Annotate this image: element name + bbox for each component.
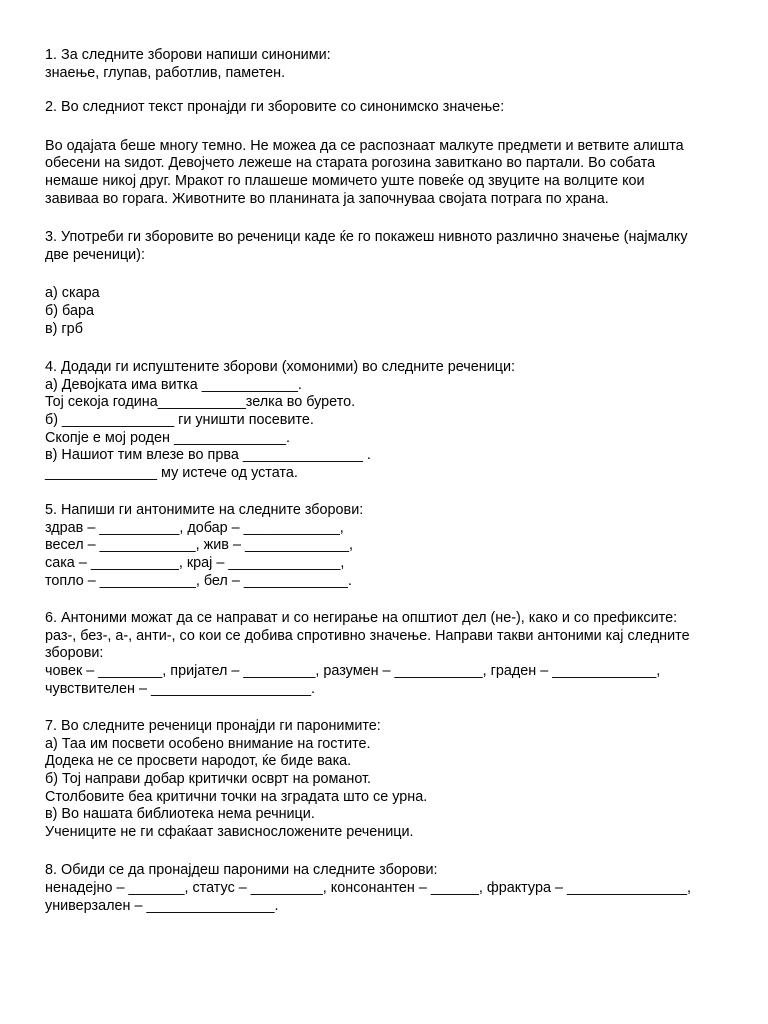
exercise-line: раз-, без-, а-, анти-, со кои се добива спротивно значење. Направи такви антоними кај следните	[45, 627, 690, 644]
exercise-1-title: 1. За следните зборови напиши синоними:	[45, 47, 331, 63]
exercise-line: Тој секоја година___________зелка во бурето.	[45, 394, 356, 411]
exercise-line: сака – ___________, крај – ______________,	[45, 555, 345, 572]
exercise-line: топло – ____________, бел – _____________.	[45, 572, 352, 589]
exercise-8-title: 8. Обиди се да пронајдеш пароними на следните зборови:	[45, 862, 438, 879]
exercise-8	[45, 862, 748, 915]
exercise-7	[45, 718, 748, 841]
exercise-line: б) ______________ ги уништи посевите.	[45, 411, 314, 428]
exercise-2-paragraph	[45, 138, 748, 208]
exercise-3	[45, 229, 748, 264]
list-item: б) бара	[45, 302, 94, 319]
exercise-line: ненадејно – _______, статус – _________, консонантен – ______, фрактура – _______________,	[45, 879, 691, 896]
exercise-2-title: 2. Во следниот текст пронајди ги зборовите со синонимско значење:	[45, 99, 505, 116]
exercise-line: чувствителен – ____________________.	[45, 680, 316, 697]
exercise-2	[45, 99, 748, 117]
list-item: а) скара	[45, 285, 100, 302]
exercise-line: в) Нашиот тим влезе во прва _______________ .	[45, 447, 371, 464]
exercise-line: Додека не се просвети народот, ќе биде вака.	[45, 753, 352, 770]
exercise-6	[45, 610, 748, 698]
exercise-line: в) Во нашата библиотека нема речници.	[45, 806, 315, 823]
paragraph-line: завиваа во горага. Животните во планината ја започнуваа својата потрага по храна.	[45, 190, 609, 207]
exercise-line: Столбовите беа критични точки на зградата што се урна.	[45, 788, 428, 805]
exercise-line: б) Тој направи добар критички осврт на романот.	[45, 771, 372, 787]
exercise-5	[45, 502, 748, 590]
exercise-line: човек – ________, пријател – _________, разумен – ___________, граден – _____________,	[45, 663, 661, 680]
exercise-line: ______________ му истече од устата.	[45, 464, 298, 481]
exercise-line: здрав – __________, добар – ____________,	[45, 519, 344, 536]
exercise-line: а) Таа им посвети особено внимание на гостите.	[45, 735, 371, 752]
exercise-line: а) Девојката има витка ____________.	[45, 376, 302, 393]
exercise-1-words: знаење, глупав, работлив, паметен.	[45, 64, 286, 81]
exercise-line: универзален – ________________.	[45, 897, 279, 914]
paragraph-line: немаше никој друг. Мракот го плашеше момичето уште повеќе од звуците на волците кои	[45, 172, 645, 189]
exercise-line: весел – ____________, жив – _____________,	[45, 537, 353, 554]
paragraph-line: Во одајата беше многу темно. Не можеа да се распознаат малкуте предмети и ветвите алишта	[45, 137, 684, 154]
exercise-line: зборови:	[45, 645, 104, 662]
exercise-5-title: 5. Напиши ги антонимите на следните зборови:	[45, 502, 364, 519]
exercise-line: Учениците не ги сфаќаат зависносложените реченици.	[45, 823, 414, 840]
exercise-4	[45, 359, 748, 482]
exercise-3-title-cont: две реченици):	[45, 246, 145, 263]
exercise-3-title: 3. Употреби ги зборовите во реченици каде ќе го покажеш нивното различно значење (најмалку	[45, 229, 688, 246]
exercise-1	[45, 47, 748, 82]
exercise-7-title: 7. Во следните реченици пронајди ги паронимите:	[45, 718, 381, 735]
list-item: в) грб	[45, 320, 83, 337]
paragraph-line: обесени на ѕидот. Девојчето лежеше на старата рогозина завиткано во партали. Во собата	[45, 155, 656, 172]
exercise-line: Скопје е мој роден ______________.	[45, 429, 291, 446]
exercise-3-items	[45, 285, 748, 338]
exercise-4-title: 4. Додади ги испуштените зборови (хомоними) во следните реченици:	[45, 359, 516, 376]
exercise-6-title: 6. Антоними можат да се направат и со негирање на општиот дел (не-), како и со префиксите:	[45, 610, 678, 627]
